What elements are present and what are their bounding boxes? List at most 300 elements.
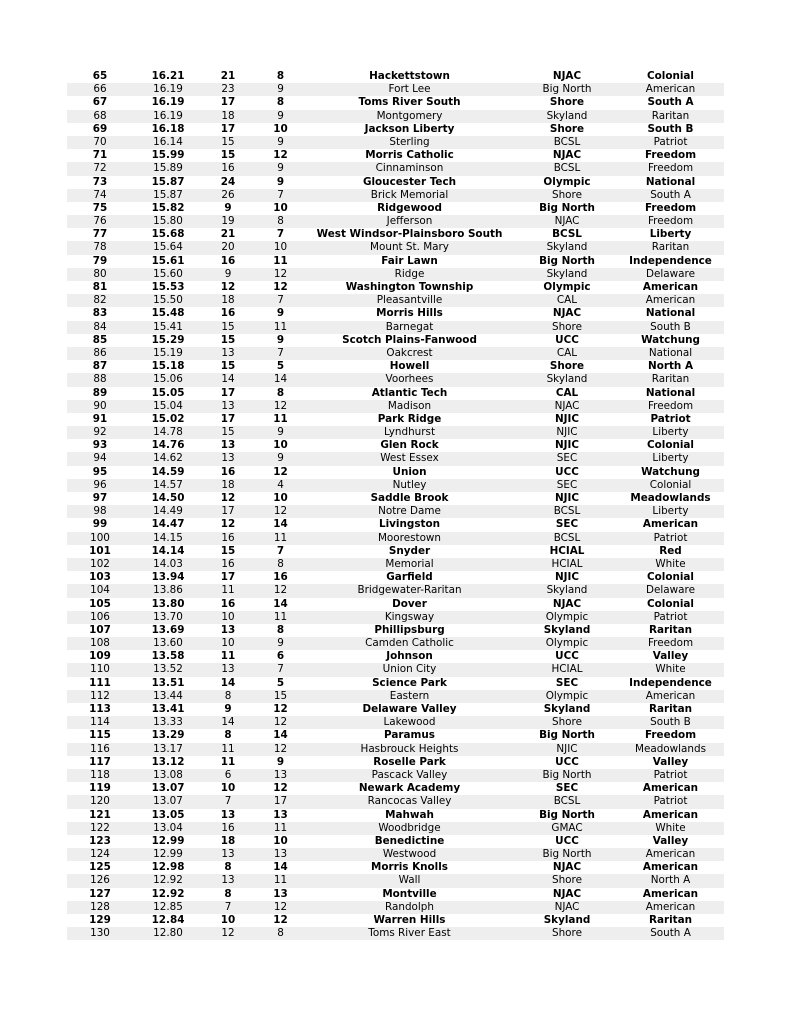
cell-rank: 120 — [90, 795, 110, 808]
cell-score: 13.80 — [151, 597, 185, 610]
cell-b: 8 — [276, 96, 285, 109]
cell-score: 13.70 — [153, 610, 183, 623]
cell-rank: 127 — [89, 887, 111, 900]
cell-b: 16 — [273, 571, 288, 584]
cell-conf: Skyland — [543, 703, 591, 715]
cell-div: Valley — [652, 650, 689, 663]
cell-div: American — [645, 294, 696, 307]
table-row — [67, 624, 724, 637]
cell-rank: 101 — [89, 544, 111, 557]
table-row — [67, 241, 724, 254]
cell-a: 8 — [224, 887, 232, 900]
cell-a: 11 — [221, 584, 235, 597]
cell-div: American — [645, 848, 696, 861]
cell-conf: BCSL — [553, 531, 581, 544]
cell-a: 12 — [221, 927, 235, 940]
cell-b: 5 — [276, 360, 285, 373]
cell-score: 12.84 — [151, 914, 185, 926]
cell-rank: 104 — [90, 584, 110, 597]
cell-conf: Shore — [549, 360, 585, 373]
cell-conf: HCIAL — [551, 663, 583, 676]
cell-div: Freedom — [647, 215, 694, 228]
cell-rank: 106 — [90, 610, 110, 623]
cell-div: American — [645, 83, 696, 96]
cell-conf: Olympic — [545, 689, 589, 702]
table-row — [67, 479, 724, 492]
cell-rank: 65 — [92, 70, 108, 82]
cell-score: 15.99 — [151, 149, 185, 162]
cell-school: Lakewood — [383, 716, 436, 729]
cell-score: 15.48 — [151, 307, 185, 320]
cell-b: 9 — [277, 109, 284, 122]
cell-div: Freedom — [644, 149, 697, 162]
cell-conf: UCC — [555, 755, 579, 768]
cell-rank: 69 — [92, 122, 108, 135]
cell-school: Union — [392, 465, 427, 478]
cell-conf: Skyland — [546, 241, 588, 254]
table-row — [67, 387, 724, 400]
cell-conf: SEC — [556, 452, 578, 465]
cell-div: Patriot — [653, 531, 688, 544]
cell-school: Hackettstown — [369, 70, 450, 82]
cell-school: Voorhees — [385, 373, 434, 386]
cell-conf: Shore — [552, 874, 582, 887]
cell-rank: 80 — [93, 267, 107, 280]
cell-school: Montgomery — [376, 109, 443, 122]
table-row — [67, 874, 724, 887]
cell-rank: 73 — [92, 175, 108, 188]
cell-b: 13 — [273, 768, 288, 781]
cell-conf: Skyland — [546, 267, 588, 280]
cell-div: Delaware — [646, 584, 695, 597]
table-row — [67, 571, 724, 584]
cell-div: Delaware — [646, 267, 695, 280]
cell-b: 9 — [276, 333, 285, 346]
cell-score: 12.99 — [151, 834, 185, 847]
cell-b: 9 — [277, 135, 284, 148]
cell-conf: NJAC — [554, 399, 580, 412]
cell-conf: Big North — [542, 768, 592, 781]
cell-school: Dover — [392, 597, 427, 610]
table-row — [67, 281, 724, 294]
cell-conf: NJIC — [554, 412, 580, 425]
cell-school: Wall — [398, 874, 421, 887]
cell-conf: BCSL — [553, 795, 581, 808]
cell-div: South A — [647, 96, 694, 109]
cell-b: 8 — [276, 386, 285, 399]
cell-school: Garfield — [386, 571, 433, 584]
cell-a: 15 — [220, 360, 236, 373]
cell-div: Raritan — [651, 109, 690, 122]
cell-a: 13 — [221, 399, 235, 412]
cell-school: Morris Hills — [376, 307, 443, 320]
table-row — [67, 360, 724, 373]
cell-b: 12 — [273, 399, 288, 412]
cell-a: 15 — [220, 333, 236, 346]
cell-a: 17 — [221, 505, 235, 518]
cell-score: 14.78 — [153, 426, 183, 439]
cell-score: 14.03 — [153, 557, 183, 570]
table-row — [67, 861, 724, 874]
cell-rank: 103 — [89, 571, 111, 584]
cell-div: Patriot — [653, 610, 688, 623]
cell-a: 13 — [221, 663, 235, 676]
cell-conf: NJIC — [554, 571, 580, 584]
cell-b: 11 — [273, 531, 288, 544]
cell-conf: NJAC — [552, 861, 582, 874]
cell-b: 12 — [273, 703, 288, 715]
cell-conf: BCSL — [552, 228, 582, 241]
cell-rank: 94 — [93, 452, 107, 465]
cell-school: West Windsor-Plainsboro South — [316, 228, 503, 241]
cell-a: 13 — [221, 346, 235, 359]
cell-b: 10 — [273, 834, 288, 847]
cell-score: 13.17 — [153, 742, 183, 755]
cell-conf: BCSL — [553, 162, 581, 175]
cell-div: Meadowlands — [630, 492, 711, 504]
cell-a: 15 — [221, 135, 235, 148]
cell-b: 9 — [277, 426, 284, 439]
cell-school: Pascack Valley — [371, 768, 448, 781]
cell-score: 13.41 — [151, 703, 185, 715]
table-row — [67, 452, 724, 465]
cell-div: Valley — [652, 834, 689, 847]
cell-div: Independence — [629, 676, 712, 689]
cell-a: 16 — [221, 557, 235, 570]
table-row — [67, 255, 724, 268]
cell-conf: NJAC — [552, 597, 582, 610]
cell-b: 10 — [273, 122, 288, 135]
cell-a: 23 — [221, 83, 235, 96]
cell-b: 11 — [273, 412, 288, 425]
cell-b: 7 — [276, 544, 285, 557]
table-row — [67, 598, 724, 611]
table-row — [67, 413, 724, 426]
cell-b: 12 — [273, 782, 288, 795]
cell-b: 9 — [276, 175, 285, 188]
cell-school: Nutley — [392, 478, 427, 491]
cell-b: 13 — [273, 808, 288, 821]
cell-b: 12 — [273, 149, 288, 162]
cell-score: 15.87 — [153, 188, 183, 201]
cell-div: Patriot — [653, 135, 688, 148]
cell-school: Phillipsburg — [374, 623, 445, 636]
cell-conf: SEC — [555, 676, 579, 689]
cell-b: 9 — [277, 452, 284, 465]
cell-school: Morris Knolls — [371, 861, 448, 874]
cell-div: American — [642, 782, 699, 795]
cell-conf: Olympic — [543, 281, 591, 293]
cell-a: 24 — [220, 175, 236, 188]
cell-school: Kingsway — [384, 610, 435, 623]
cell-a: 12 — [220, 492, 236, 504]
cell-conf: Olympic — [545, 637, 589, 650]
cell-school: Cinnaminson — [375, 162, 444, 175]
cell-score: 13.52 — [153, 663, 183, 676]
cell-school: Randolph — [385, 900, 434, 913]
cell-b: 12 — [273, 505, 288, 518]
table-row — [67, 703, 724, 716]
cell-conf: Shore — [552, 927, 582, 940]
cell-rank: 76 — [93, 215, 107, 228]
cell-a: 14 — [221, 716, 235, 729]
cell-b: 8 — [276, 623, 285, 636]
cell-a: 14 — [220, 676, 236, 689]
cell-school: Toms River South — [358, 96, 461, 109]
cell-rank: 86 — [93, 346, 107, 359]
table-row — [67, 795, 724, 808]
cell-div: Liberty — [649, 228, 692, 241]
table-row — [67, 492, 724, 505]
cell-score: 12.85 — [153, 900, 183, 913]
cell-div: Raritan — [648, 914, 693, 926]
cell-school: Warren Hills — [373, 914, 446, 926]
cell-rank: 95 — [92, 465, 108, 478]
table-row — [67, 782, 724, 795]
table-row — [67, 663, 724, 676]
cell-b: 10 — [273, 439, 288, 452]
cell-school: Bridgewater-Raritan — [357, 584, 462, 597]
cell-score: 13.69 — [151, 623, 185, 636]
table-row — [67, 294, 724, 307]
cell-score: 13.04 — [153, 821, 183, 834]
cell-div: National — [645, 386, 696, 399]
cell-rank: 129 — [89, 914, 111, 926]
cell-a: 21 — [220, 70, 236, 82]
cell-score: 14.49 — [153, 505, 183, 518]
cell-conf: NJIC — [554, 439, 580, 452]
cell-conf: CAL — [556, 346, 578, 359]
cell-conf: Big North — [542, 848, 592, 861]
cell-score: 15.02 — [151, 412, 185, 425]
cell-div: Freedom — [647, 162, 694, 175]
cell-rank: 128 — [90, 900, 110, 913]
table-row — [67, 835, 724, 848]
cell-rank: 93 — [92, 439, 108, 452]
cell-conf: Shore — [552, 188, 582, 201]
cell-school: Woodbridge — [378, 821, 441, 834]
cell-div: Colonial — [649, 478, 692, 491]
cell-score: 15.06 — [153, 373, 183, 386]
cell-rank: 122 — [90, 821, 110, 834]
table-row — [67, 162, 724, 175]
cell-div: Liberty — [652, 505, 689, 518]
cell-b: 10 — [273, 241, 288, 254]
cell-score: 15.41 — [153, 320, 183, 333]
cell-school: Moorestown — [377, 531, 442, 544]
cell-rank: 66 — [93, 83, 107, 96]
cell-conf: Shore — [552, 320, 582, 333]
cell-score: 12.92 — [153, 874, 183, 887]
table-row — [67, 110, 724, 123]
cell-b: 7 — [277, 188, 284, 201]
cell-conf: NJAC — [552, 70, 582, 82]
cell-score: 15.80 — [153, 215, 183, 228]
cell-rank: 92 — [93, 426, 107, 439]
cell-div: National — [645, 175, 696, 188]
cell-a: 21 — [220, 228, 236, 241]
cell-conf: Big North — [539, 201, 595, 214]
cell-score: 16.21 — [151, 70, 185, 82]
cell-score: 13.51 — [151, 676, 185, 689]
table-row — [67, 927, 724, 940]
table-row — [67, 532, 724, 545]
table-row — [67, 400, 724, 413]
rankings-table — [67, 70, 724, 940]
cell-b: 17 — [273, 795, 288, 808]
cell-rank: 85 — [92, 333, 108, 346]
cell-div: Watchung — [641, 465, 700, 478]
cell-score: 16.18 — [151, 122, 185, 135]
table-row — [67, 466, 724, 479]
cell-conf: SEC — [555, 518, 579, 531]
cell-div: Patriot — [653, 795, 688, 808]
cell-a: 10 — [221, 610, 235, 623]
cell-div: South A — [650, 927, 691, 940]
cell-rank: 82 — [93, 294, 107, 307]
cell-conf: NJIC — [556, 426, 578, 439]
table-row — [67, 505, 724, 518]
cell-rank: 113 — [89, 703, 111, 715]
cell-div: White — [655, 663, 686, 676]
cell-school: Benedictine — [374, 834, 445, 847]
cell-div: North A — [650, 874, 691, 887]
cell-school: Roselle Park — [373, 755, 446, 768]
cell-school: Brick Memorial — [370, 188, 449, 201]
cell-b: 15 — [273, 689, 288, 702]
cell-score: 15.68 — [151, 228, 185, 241]
cell-conf: NJIC — [554, 492, 580, 504]
cell-score: 13.08 — [153, 768, 183, 781]
cell-rank: 72 — [93, 162, 107, 175]
cell-a: 8 — [224, 861, 232, 874]
cell-a: 11 — [220, 755, 236, 768]
cell-score: 13.33 — [153, 716, 183, 729]
cell-a: 15 — [221, 320, 235, 333]
table-row — [67, 888, 724, 901]
table-row — [67, 202, 724, 215]
cell-div: Freedom — [644, 201, 697, 214]
cell-a: 8 — [224, 729, 232, 742]
cell-rank: 96 — [93, 478, 107, 491]
cell-conf: Shore — [549, 122, 585, 135]
cell-a: 10 — [221, 637, 235, 650]
cell-a: 18 — [221, 294, 235, 307]
cell-b: 13 — [273, 848, 288, 861]
cell-a: 11 — [221, 742, 235, 755]
cell-a: 16 — [220, 597, 236, 610]
cell-a: 16 — [220, 465, 236, 478]
cell-school: Newark Academy — [358, 782, 461, 795]
cell-b: 11 — [273, 320, 288, 333]
table-row — [67, 769, 724, 782]
cell-b: 8 — [277, 215, 284, 228]
cell-rank: 70 — [93, 135, 107, 148]
cell-div: South B — [647, 122, 694, 135]
table-row — [67, 848, 724, 861]
cell-score: 15.89 — [153, 162, 183, 175]
cell-score: 14.62 — [153, 452, 183, 465]
cell-div: American — [642, 808, 699, 821]
cell-div: American — [645, 689, 696, 702]
cell-rank: 74 — [93, 188, 107, 201]
cell-rank: 109 — [89, 650, 111, 663]
cell-rank: 79 — [92, 254, 108, 267]
table-row — [67, 426, 724, 439]
cell-a: 10 — [220, 782, 236, 795]
cell-a: 7 — [224, 795, 232, 808]
cell-a: 17 — [220, 412, 236, 425]
cell-score: 15.82 — [151, 201, 185, 214]
cell-b: 9 — [277, 162, 284, 175]
table-row — [67, 677, 724, 690]
table-row — [67, 136, 724, 149]
cell-rank: 130 — [90, 927, 110, 940]
cell-conf: Skyland — [546, 109, 588, 122]
table-row — [67, 756, 724, 769]
cell-div: American — [642, 518, 699, 531]
cell-b: 5 — [276, 676, 285, 689]
cell-conf: NJAC — [554, 900, 580, 913]
cell-div: Valley — [652, 755, 689, 768]
table-row — [67, 716, 724, 729]
cell-conf: NJAC — [552, 887, 582, 900]
cell-conf: Olympic — [545, 610, 589, 623]
cell-rank: 111 — [89, 676, 111, 689]
cell-rank: 84 — [93, 320, 107, 333]
cell-conf: CAL — [556, 294, 578, 307]
table-row — [67, 334, 724, 347]
table-row — [67, 83, 724, 96]
cell-rank: 81 — [92, 281, 108, 293]
cell-conf: Big North — [539, 729, 595, 742]
cell-div: National — [645, 307, 696, 320]
cell-conf: NJIC — [556, 742, 578, 755]
cell-b: 6 — [276, 650, 285, 663]
cell-score: 15.05 — [151, 386, 185, 399]
cell-b: 7 — [277, 346, 284, 359]
cell-conf: Big North — [539, 808, 595, 821]
cell-score: 14.57 — [153, 478, 183, 491]
cell-rank: 75 — [92, 201, 108, 214]
cell-conf: HCIAL — [551, 557, 583, 570]
cell-conf: SEC — [555, 782, 579, 795]
cell-score: 12.92 — [151, 887, 185, 900]
cell-school: Paramus — [384, 729, 435, 742]
cell-rank: 88 — [93, 373, 107, 386]
cell-a: 13 — [220, 808, 236, 821]
cell-a: 13 — [220, 623, 236, 636]
cell-div: South A — [650, 188, 691, 201]
cell-rank: 71 — [92, 149, 108, 162]
cell-rank: 83 — [92, 307, 108, 320]
table-row — [67, 637, 724, 650]
cell-b: 12 — [273, 716, 288, 729]
cell-b: 7 — [276, 228, 285, 241]
cell-b: 7 — [277, 294, 284, 307]
cell-score: 15.87 — [151, 175, 185, 188]
table-row — [67, 176, 724, 189]
cell-a: 19 — [221, 215, 235, 228]
cell-div: Raritan — [648, 623, 693, 636]
table-row — [67, 228, 724, 241]
cell-b: 12 — [273, 267, 288, 280]
table-row — [67, 518, 724, 531]
cell-school: Barnegat — [385, 320, 434, 333]
table-row — [67, 743, 724, 756]
cell-div: Raritan — [651, 373, 690, 386]
cell-rank: 110 — [90, 663, 110, 676]
